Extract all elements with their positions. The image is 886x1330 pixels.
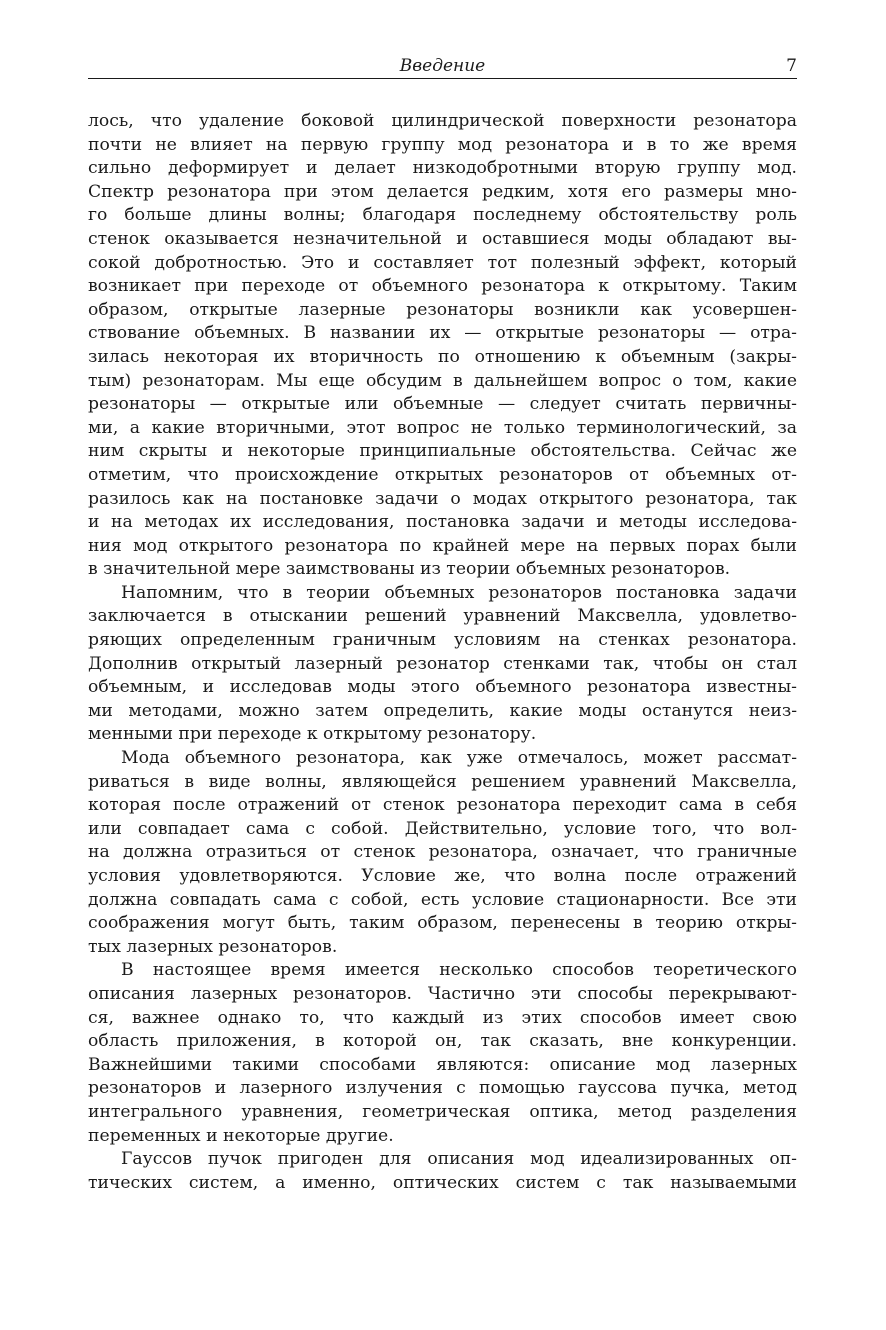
paragraph <box>88 747 797 959</box>
text-line: ся, важнее однако то, что каждый из этих способов имеет свою <box>88 1007 797 1028</box>
text-line: сильно деформирует и делает низкодобротными вторую группу мод. <box>88 158 797 179</box>
text-line: ряющих определенным граничным условиям на стенках резонатора. <box>88 630 797 651</box>
text-line: тических систем, а именно, оптических систем с так называемыми <box>88 1172 797 1193</box>
text-line: резонаторы — открытые или объемные — следует считать первичны- <box>88 394 797 415</box>
text-line: Мода объемного резонатора, как уже отмечалось, может рассмат- <box>121 748 797 769</box>
text-line: лось, что удаление боковой цилиндрической поверхности резонатора <box>88 111 797 131</box>
text-line: ним скрыты и некоторые принципиальные обстоятельства. Сейчас же <box>88 441 797 462</box>
text-line: Напомним, что в теории объемных резонаторов постановка задачи <box>121 582 797 603</box>
text-line: ствование объемных. В названии их — открытые резонаторы — отра- <box>88 323 797 344</box>
text-line: почти не влияет на первую группу мод резонатора и в то же время <box>88 134 797 155</box>
text-line: резонаторов и лазерного излучения с помощью гауссова пучка, метод <box>88 1078 797 1099</box>
text-line: на должна отразиться от стенок резонатора, означает, что граничные <box>88 842 797 863</box>
text-line: условия удовлетворяются. Условие же, что волна после отражений <box>88 866 797 886</box>
text-line: риваться в виде волны, являющейся решением уравнений Максвелла, <box>88 771 797 792</box>
text-line: го больше длины волны; благодаря последнему обстоятельству роль <box>88 205 797 226</box>
text-line: зилась некоторая их вторичность по отношению к объемным (закры- <box>88 346 797 367</box>
text-line: Важнейшими такими способами являются: описание мод лазерных <box>88 1054 797 1075</box>
text-line: сокой добротностью. Это и составляет тот полезный эффект, который <box>88 252 797 273</box>
text-line: В настоящее время имеется несколько способов теоретического <box>121 960 797 981</box>
text-line: Спектр резонатора при этом делается редким, хотя его размеры мно- <box>88 181 797 202</box>
paragraph <box>88 1148 797 1195</box>
text-line: менными при переходе к открытому резонатору. <box>88 724 537 745</box>
paragraph <box>88 959 797 1148</box>
text-line: тым) резонаторам. Мы еще обсудим в дальнейшем вопрос о том, какие <box>88 370 797 391</box>
text-line: или совпадает сама с собой. Действительно, условие того, что вол- <box>88 818 797 839</box>
text-line: разилось как на постановке задачи о модах открытого резонатора, так <box>88 488 797 509</box>
text-line: в значительной мере заимствованы из теории объемных резонаторов. <box>88 559 731 580</box>
text-line: и на методах их исследования, постановка задачи и методы исследова- <box>88 512 797 533</box>
text-line: Дополнив открытый лазерный резонатор стенками так, чтобы он стал <box>88 653 797 674</box>
text-line: ми методами, можно затем определить, какие моды останутся неиз- <box>88 700 797 721</box>
text-line: которая после отражений от стенок резонатора переходит сама в себя <box>88 795 797 816</box>
text-line: Гауссов пучок пригоден для описания мод идеализированных оп- <box>121 1149 797 1170</box>
text-line: соображения могут быть, таким образом, перенесены в теорию откры- <box>88 913 797 934</box>
paragraph <box>88 110 797 582</box>
text-line: стенок оказывается незначительной и оставшиеся моды обладают вы- <box>88 228 797 249</box>
text-line: ния мод открытого резонатора по крайней мере на первых порах были <box>88 535 797 556</box>
text-line: переменных и некоторые другие. <box>88 1125 394 1146</box>
text-line: заключается в отыскании решений уравнений Максвелла, удовлетво- <box>88 606 797 627</box>
text-line: ми, а какие вторичными, этот вопрос не только терминологический, за <box>88 417 797 438</box>
text-line: описания лазерных резонаторов. Частично эти способы перекрывают- <box>88 983 797 1004</box>
running-header <box>88 56 797 79</box>
text-line: отметим, что происхождение открытых резонаторов от объемных от- <box>88 464 797 485</box>
text-line: возникает при переходе от объемного резонатора к открытому. Таким <box>88 276 797 297</box>
text-line: область приложения, в которой он, так сказать, вне конкуренции. <box>88 1031 797 1052</box>
text-line: образом, открытые лазерные резонаторы возникли как усовершен- <box>88 299 797 320</box>
text-line: тых лазерных резонаторов. <box>88 936 338 957</box>
paragraph <box>88 582 797 747</box>
text-line: интегрального уравнения, геометрическая оптика, метод разделения <box>88 1101 797 1122</box>
body-text <box>88 110 797 1195</box>
running-head-title: Введение <box>399 56 486 76</box>
text-line: объемным, и исследовав моды этого объемного резонатора известны- <box>88 677 797 698</box>
page-number: 7 <box>786 56 797 76</box>
text-line: должна совпадать сама с собой, есть условие стационарности. Все эти <box>88 889 797 910</box>
